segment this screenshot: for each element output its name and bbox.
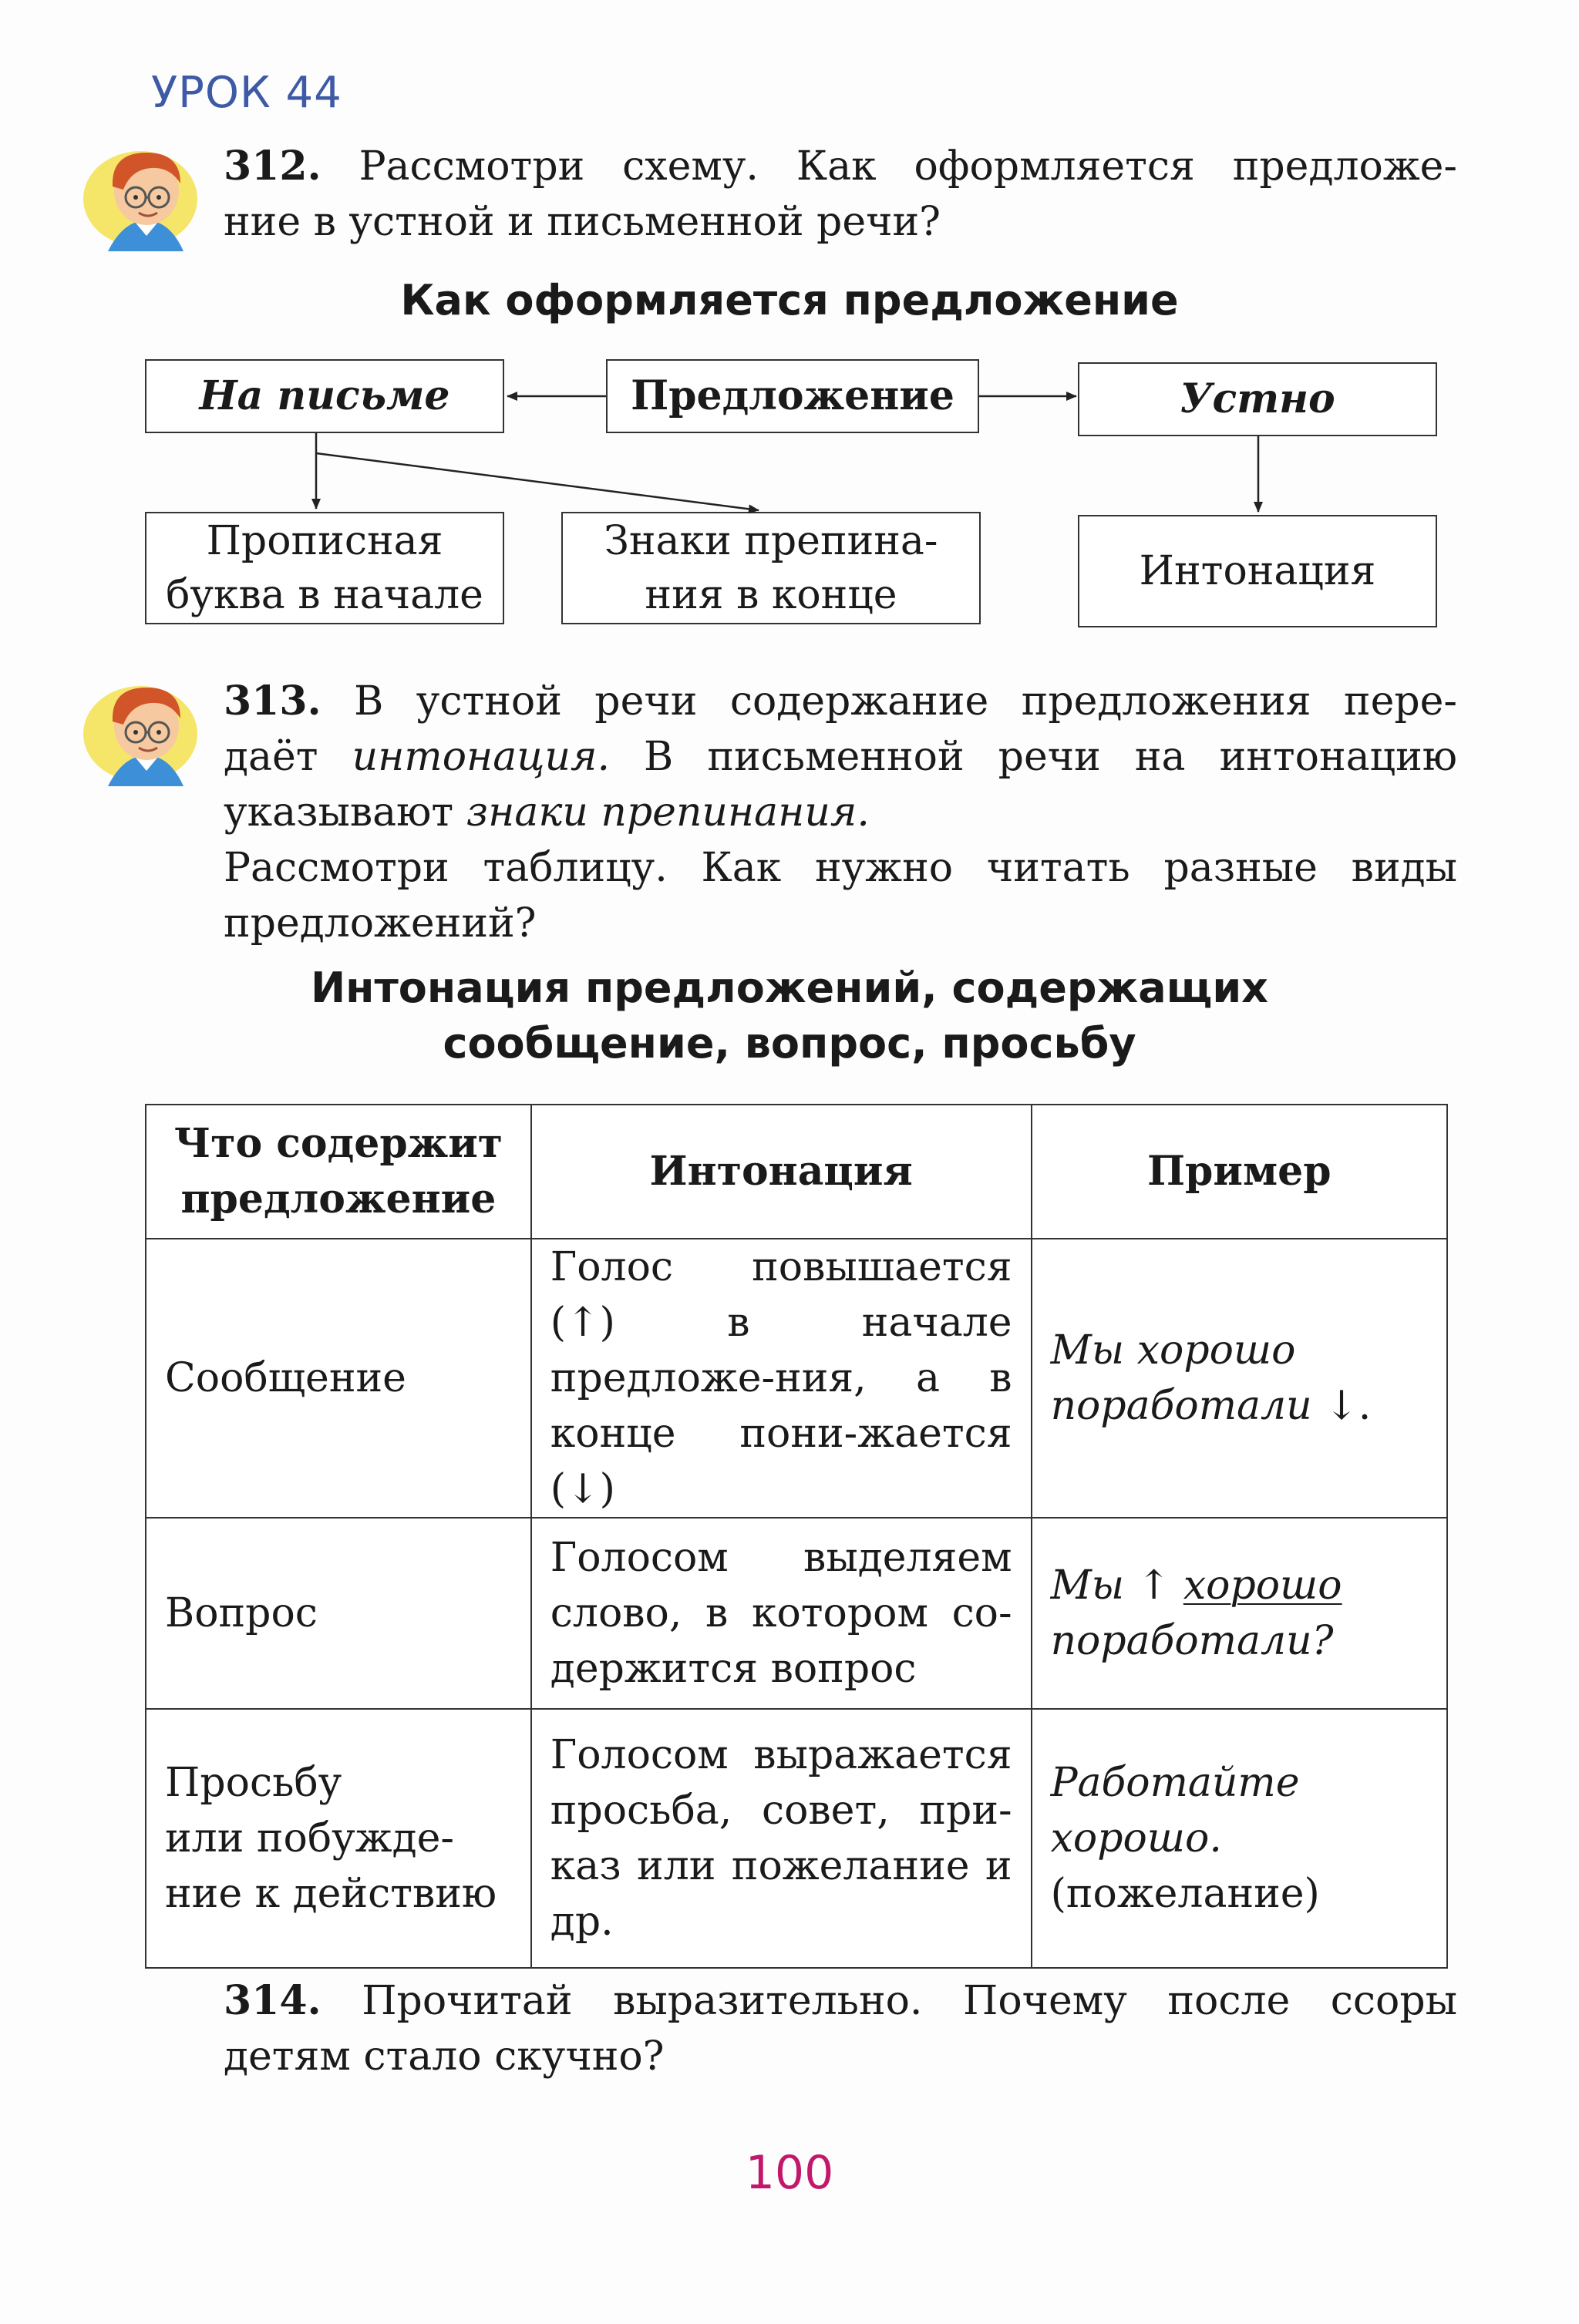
row-type: Просьбу или побужде- ние к действию: [146, 1709, 531, 1968]
box-intonation: Интонация: [1078, 515, 1437, 627]
header-content: Что содержит предложение: [146, 1105, 531, 1239]
row-example: Мы ↑ хорошо поработали?: [1032, 1518, 1447, 1709]
task-number: 313.: [224, 678, 322, 725]
page-number: 100: [745, 2146, 834, 2200]
box-written: На письме: [145, 359, 504, 433]
header-intonation: Интонация: [531, 1105, 1032, 1239]
arrow-to-punctuation: [316, 453, 759, 510]
row-type: Вопрос: [146, 1518, 531, 1709]
table-row: [146, 1239, 1447, 1518]
task-number: 312.: [224, 143, 322, 190]
boy-avatar-icon: [77, 671, 200, 786]
box-capital-letter: Прописная буква в начале: [145, 512, 504, 624]
row-example: Работайте хорошо. (пожелание): [1032, 1709, 1447, 1968]
box-punctuation: Знаки препина- ния в конце: [561, 512, 981, 624]
table-header-row: [146, 1105, 1447, 1239]
scheme-title: Как оформляется предложение: [400, 276, 1179, 325]
row-intonation: Голосом выражается просьба, совет, при-каз или пожелание и др.: [531, 1709, 1032, 1968]
task-313: 313. В устной речи содержание предложения пере- даёт интонация. В письменной речи на интонацию указывают знаки препинания. Рассмотри таблицу. Как нужно читать разные виды предложений?: [224, 678, 1457, 947]
row-example: Мы хорошо поработали ↓.: [1032, 1239, 1447, 1518]
table-row: [146, 1709, 1447, 1968]
row-type: Сообщение: [146, 1239, 531, 1518]
table-title: Интонация предложений, содержащих сообщение, вопрос, просьбу: [310, 964, 1269, 1068]
row-intonation: Голосом выделяем слово, в котором со-держится вопрос: [531, 1518, 1032, 1709]
intonation-table: [145, 1104, 1448, 1969]
task-312: 312. Рассмотри схему. Как оформляется предложе- ние в устной и письменной речи?: [224, 143, 1457, 245]
up-arrow-icon: ↑: [1136, 1562, 1171, 1609]
task-314: 314. Прочитай выразительно. Почему после ссоры детям стало скучно?: [224, 1977, 1458, 2080]
lesson-title: УРОК 44: [151, 68, 342, 118]
box-sentence: Предложение: [606, 359, 979, 433]
row-intonation: Голос повышается (↑) в начале предложе-ния, а в конце пони-жается (↓): [531, 1239, 1032, 1518]
header-example: Пример: [1032, 1105, 1447, 1239]
task-number: 314.: [224, 1977, 322, 2024]
box-oral: Устно: [1078, 362, 1437, 436]
table-row: [146, 1518, 1447, 1709]
scheme-arrows: [0, 0, 1579, 694]
